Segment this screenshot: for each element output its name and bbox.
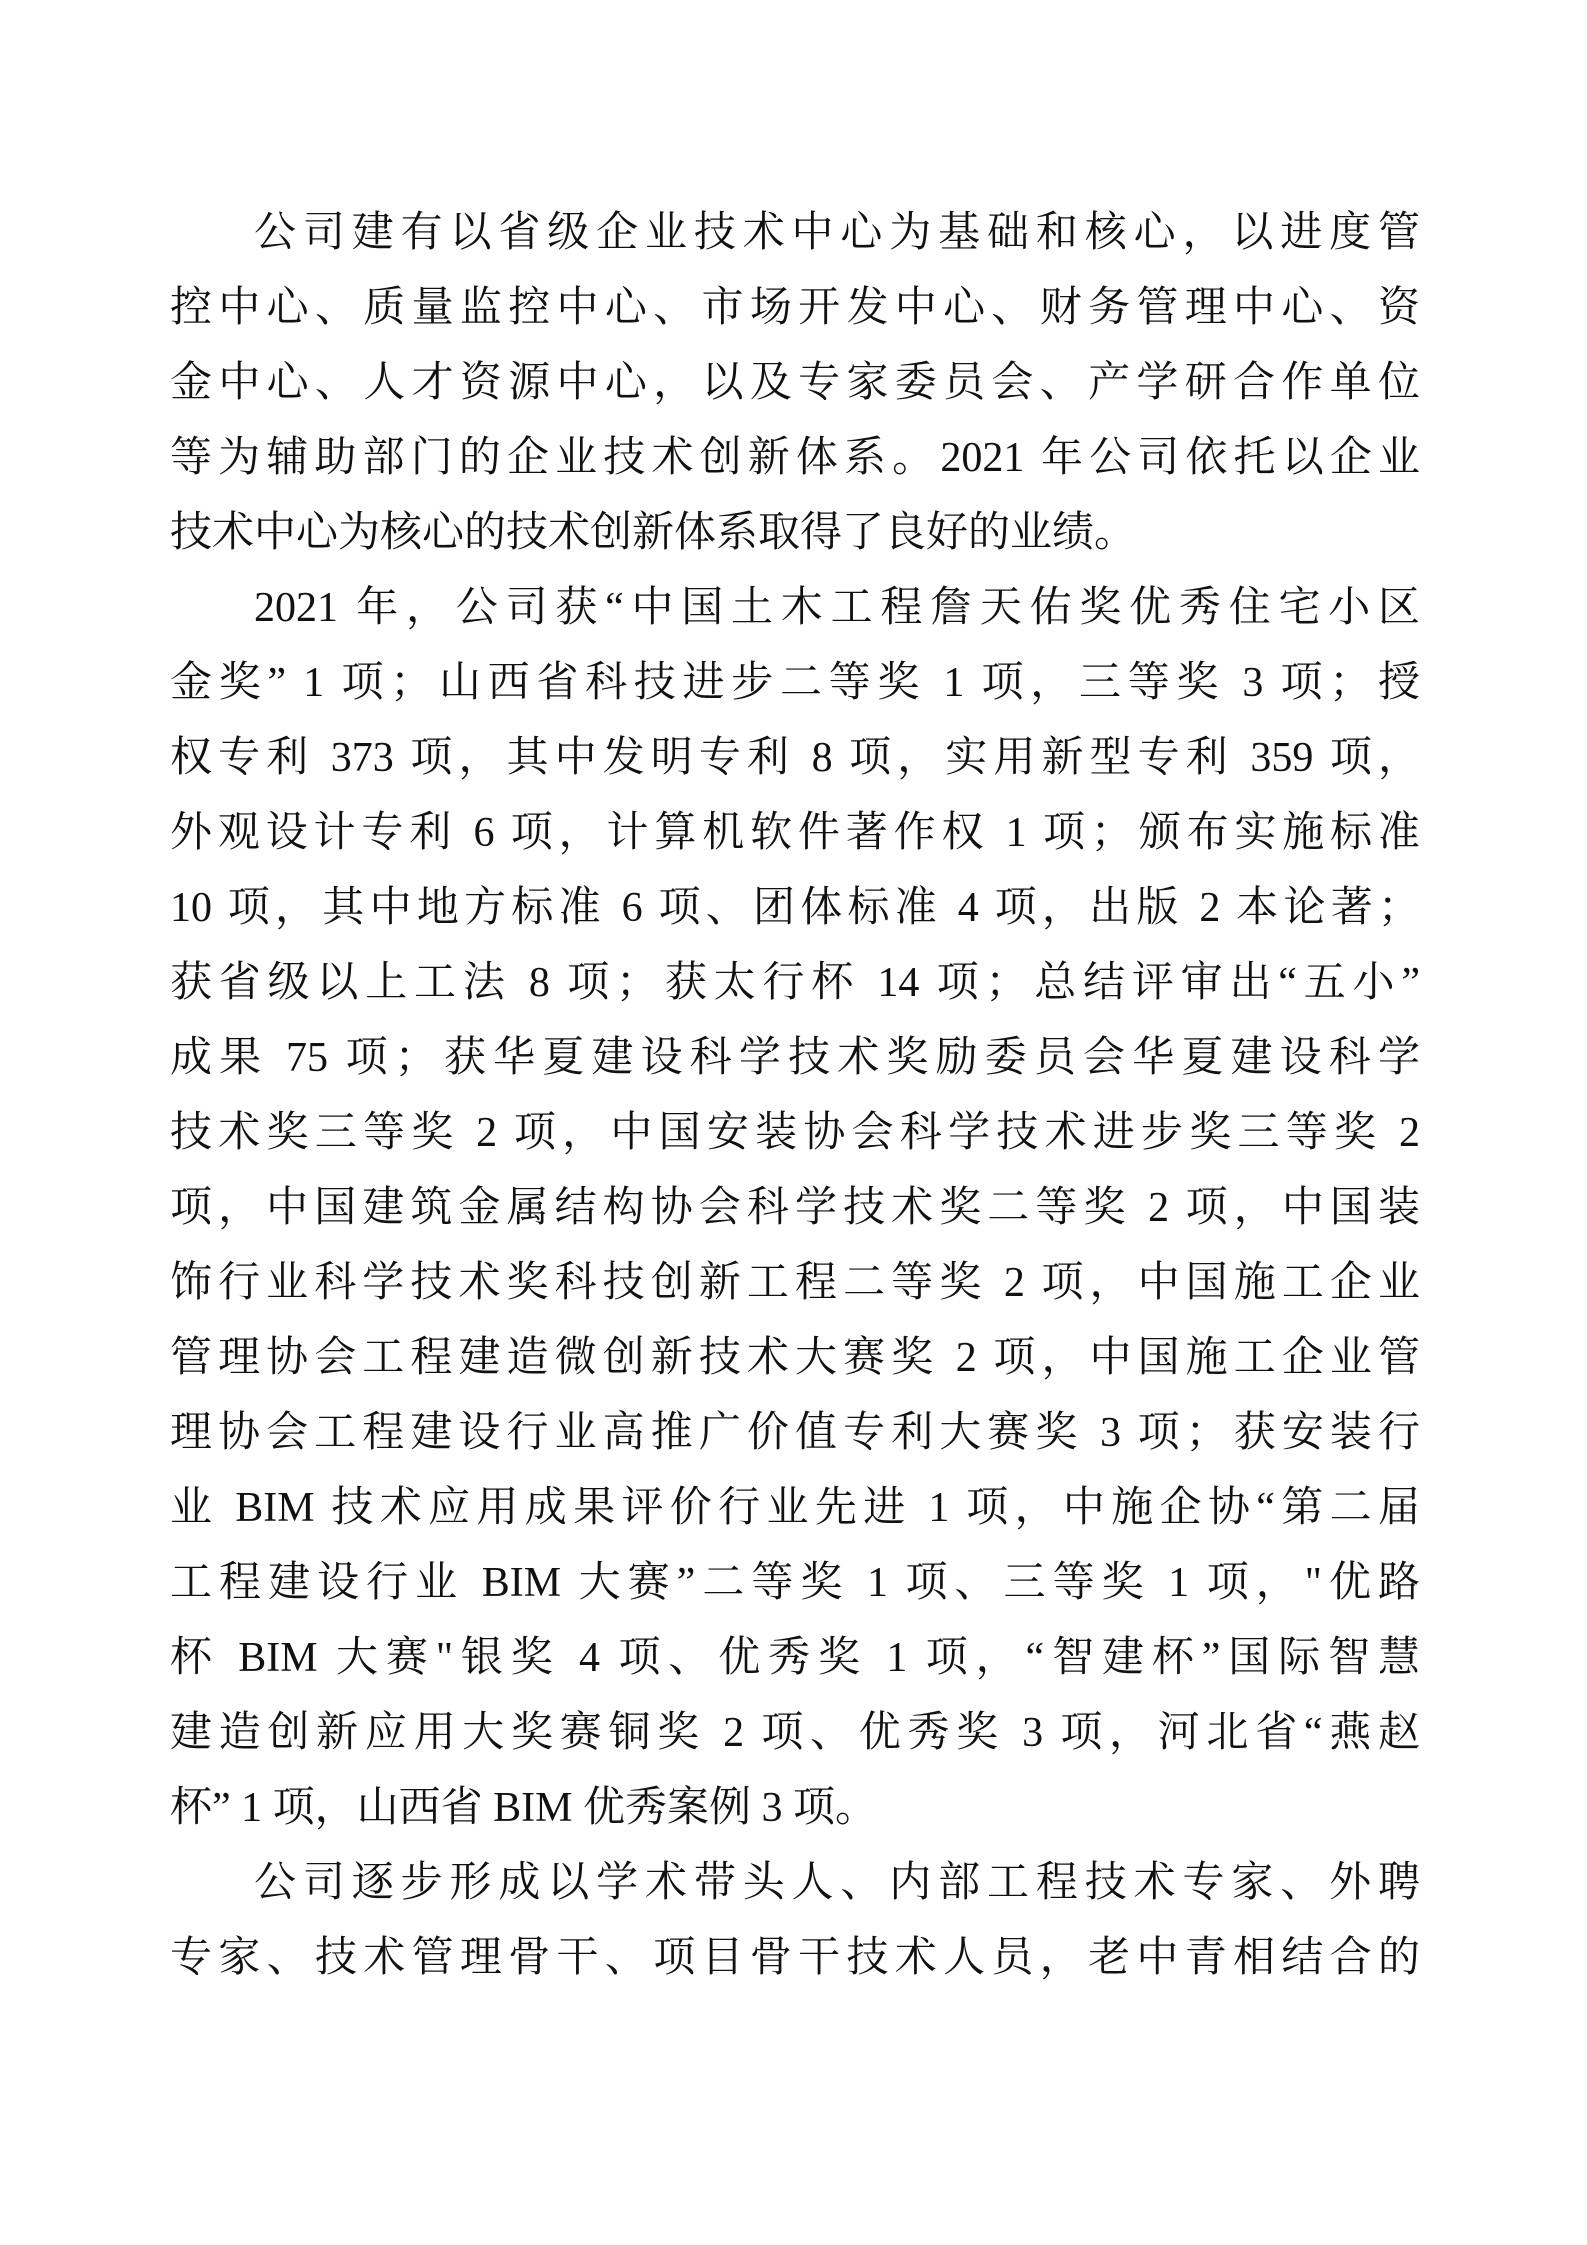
paragraph-company-system <box>170 196 1420 571</box>
text-line: 等为辅助部门的企业技术创新体系。2021 年公司依托以企业 <box>170 435 1420 481</box>
text-line: 建造创新应用大奖赛铜奖 2 项、优秀奖 3 项，河北省“燕赵 <box>170 1710 1420 1756</box>
paragraph-talent-team <box>170 1846 1420 1996</box>
text-line: 杯” 1 项，山西省 BIM 优秀案例 3 项。 <box>170 1785 877 1831</box>
text-line: 项，中国建筑金属结构协会科学技术奖二等奖 2 项，中国装 <box>170 1185 1420 1231</box>
text-line: 技术中心为核心的技术创新体系取得了良好的业绩。 <box>170 510 1137 556</box>
document-body <box>170 196 1420 1996</box>
text-line: 公司建有以省级企业技术中心为基础和核心，以进度管 <box>254 210 1420 256</box>
text-line: 金奖” 1 项；山西省科技进步二等奖 1 项，三等奖 3 项；授 <box>170 660 1420 706</box>
text-line: 权专利 373 项，其中发明专利 8 项，实用新型专利 359 项， <box>170 735 1420 781</box>
text-line: 获省级以上工法 8 项；获太行杯 14 项；总结评审出“五小” <box>170 960 1420 1006</box>
text-line: 专家、技术管理骨干、项目骨干技术人员，老中青相结合的 <box>170 1935 1420 1981</box>
text-line: 管理协会工程建造微创新技术大赛奖 2 项，中国施工企业管 <box>170 1335 1420 1381</box>
text-line: 杯 BIM 大赛"银奖 4 项、优秀奖 1 项，“智建杯”国际智慧 <box>170 1635 1420 1681</box>
text-line: 金中心、人才资源中心，以及专家委员会、产学研合作单位 <box>170 360 1420 406</box>
text-line: 外观设计专利 6 项，计算机软件著作权 1 项；颁布实施标准 <box>170 810 1420 856</box>
text-line: 技术奖三等奖 2 项，中国安装协会科学技术进步奖三等奖 2 <box>170 1110 1420 1156</box>
text-line: 公司逐步形成以学术带头人、内部工程技术专家、外聘 <box>254 1860 1420 1906</box>
text-line: 业 BIM 技术应用成果评价行业先进 1 项，中施企协“第二届 <box>170 1485 1420 1531</box>
text-line: 工程建设行业 BIM 大赛”二等奖 1 项、三等奖 1 项，"优路 <box>170 1560 1420 1606</box>
text-line: 成果 75 项；获华夏建设科学技术奖励委员会华夏建设科学 <box>170 1035 1420 1081</box>
paragraph-2021-awards <box>170 571 1420 1846</box>
text-line: 10 项，其中地方标准 6 项、团体标准 4 项，出版 2 本论著； <box>170 885 1420 931</box>
text-line: 理协会工程建设行业高推广价值专利大赛奖 3 项；获安装行 <box>170 1410 1420 1456</box>
text-line: 2021 年，公司获“中国土木工程詹天佑奖优秀住宅小区 <box>254 585 1420 631</box>
text-line: 饰行业科学技术奖科技创新工程二等奖 2 项，中国施工企业 <box>170 1260 1420 1306</box>
text-line: 控中心、质量监控中心、市场开发中心、财务管理中心、资 <box>170 285 1420 331</box>
